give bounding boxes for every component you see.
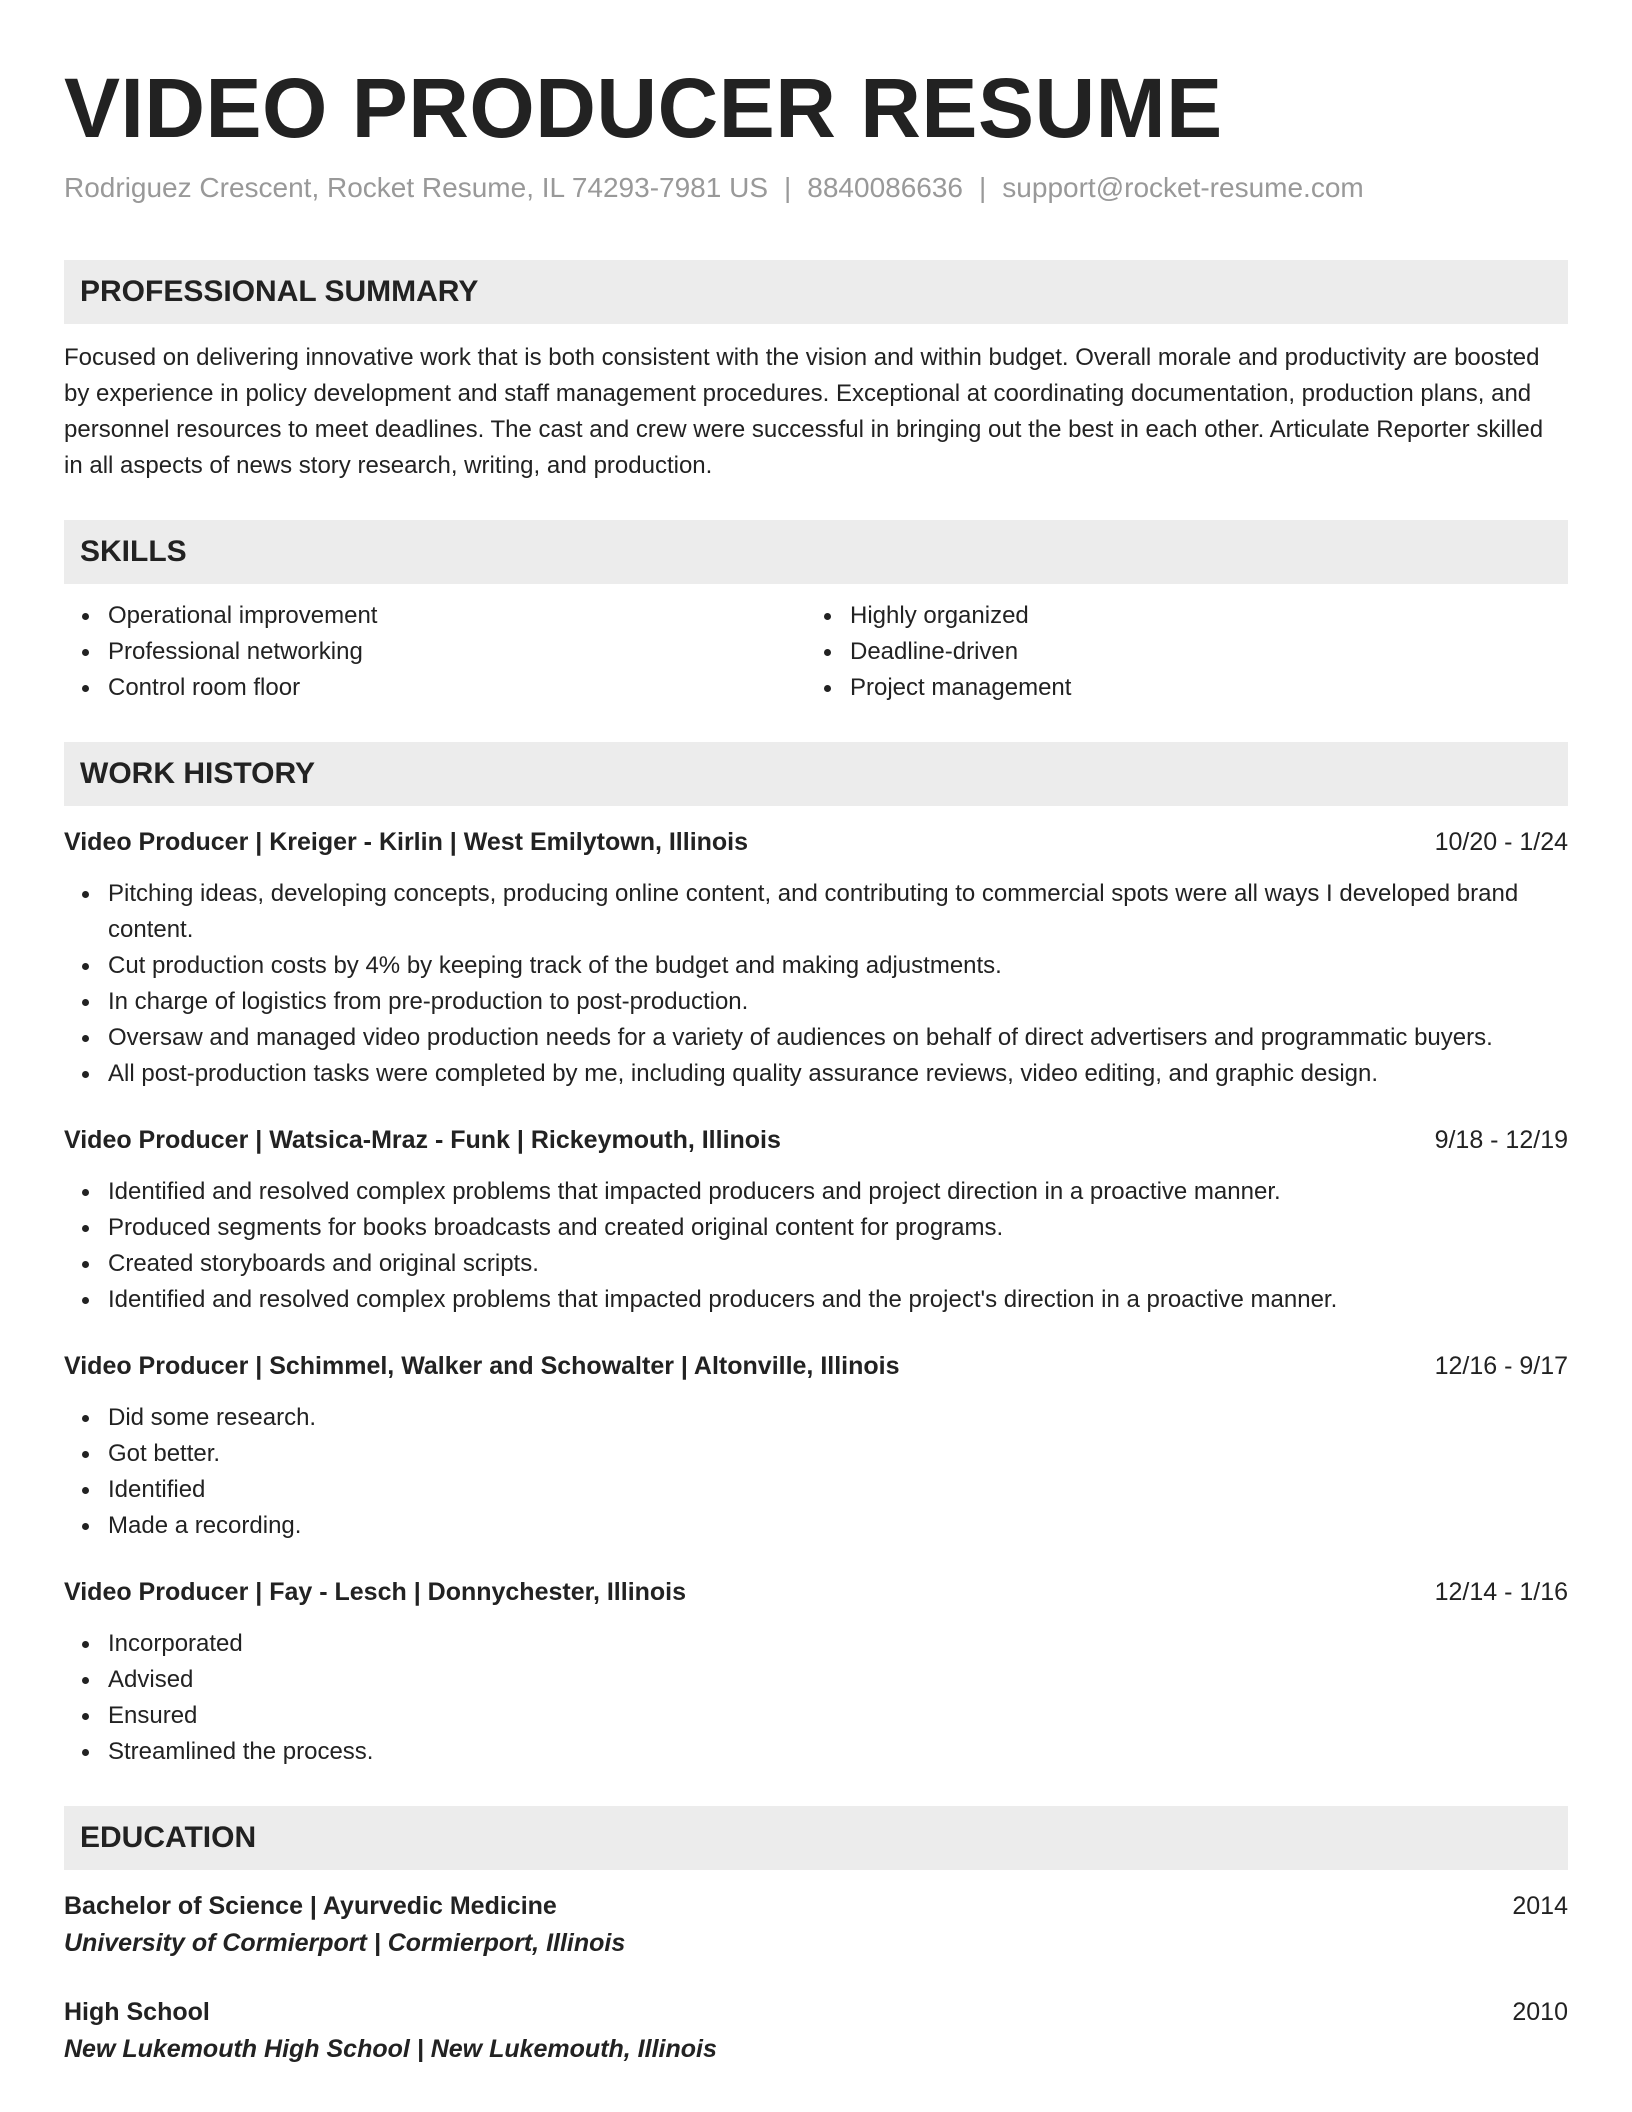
- job-bullet: Oversaw and managed video production needs for a variety of audiences on behalf of direct advertisers and programmatic buyers.: [108, 1020, 1568, 1056]
- job-bullet: Identified and resolved complex problems that impacted producers and project direction in a proactive manner.: [108, 1174, 1568, 1210]
- address: Rodriguez Crescent, Rocket Resume, IL 74293-7981 US: [64, 172, 768, 203]
- job-title: Video Producer | Fay - Lesch | Donnychester, Illinois: [64, 1578, 687, 1606]
- email-link[interactable]: support@rocket-resume.com: [1002, 172, 1364, 203]
- job-dates: 10/20 - 1/24: [1434, 828, 1568, 856]
- job-bullet: Advised: [108, 1662, 1568, 1698]
- job-bullet: All post-production tasks were completed by me, including quality assurance reviews, video editing, and graphic design.: [108, 1056, 1568, 1092]
- job-bullet: Did some research.: [108, 1400, 1568, 1436]
- skill-item: Control room floor: [108, 670, 806, 706]
- education-entry: [64, 1994, 1568, 2068]
- summary-text: Focused on delivering innovative work that is both consistent with the vision and within budget. Overall morale and productivity are boosted by experience in policy development and staff management procedures. Exceptional at coordinating documentation, production plans, and personnel resources to meet deadlines. The cast and crew were successful in bringing out the best in each other. Articulate Reporter skilled in all aspects of news story research, writing, and production.: [64, 344, 1544, 479]
- summary-heading: PROFESSIONAL SUMMARY: [64, 260, 1568, 324]
- job-bullet: In charge of logistics from pre-production to post-production.: [108, 984, 1568, 1020]
- phone: 8840086636: [807, 172, 964, 203]
- job-header: [64, 824, 1568, 860]
- job-header: [64, 1348, 1568, 1384]
- job-dates: 9/18 - 12/19: [1434, 1126, 1568, 1154]
- skill-item: Operational improvement: [108, 598, 806, 634]
- education-year: 2014: [1512, 1892, 1568, 1920]
- skills-column-left: [64, 598, 806, 706]
- degree: High School: [64, 1998, 210, 2026]
- job-entry: [64, 1348, 1568, 1544]
- job-header: [64, 1574, 1568, 1610]
- contact-separator: |: [979, 172, 987, 203]
- resume-page: [64, 0, 1568, 2068]
- contact-separator: |: [784, 172, 792, 203]
- education-entry: [64, 1888, 1568, 1962]
- education-heading: EDUCATION: [64, 1806, 1568, 1870]
- education-header: [64, 1888, 1568, 1924]
- job-entry: [64, 824, 1568, 1092]
- skill-item: Professional networking: [108, 634, 806, 670]
- skills-heading: SKILLS: [64, 520, 1568, 584]
- job-title: Video Producer | Kreiger - Kirlin | West Emilytown, Illinois: [64, 828, 749, 856]
- contact-line: [64, 168, 1568, 208]
- skills-column-right: [806, 598, 1548, 706]
- job-entry: [64, 1122, 1568, 1318]
- job-dates: 12/14 - 1/16: [1434, 1578, 1568, 1606]
- job-title: Video Producer | Watsica-Mraz - Funk | Rickeymouth, Illinois: [64, 1126, 781, 1154]
- school: New Lukemouth High School | New Lukemouth, Illinois: [64, 2035, 717, 2063]
- job-header: [64, 1122, 1568, 1158]
- job-bullet: Created storyboards and original scripts.: [108, 1246, 1568, 1282]
- job-bullet: Identified: [108, 1472, 1568, 1508]
- job-bullet: Pitching ideas, developing concepts, producing online content, and contributing to commercial spots were all ways I developed brand content.: [108, 876, 1568, 948]
- skills-list: [64, 598, 1568, 706]
- job-bullet: Produced segments for books broadcasts and created original content for programs.: [108, 1210, 1568, 1246]
- job-bullets: [64, 876, 1568, 1092]
- job-bullet: Streamlined the process.: [108, 1734, 1568, 1770]
- job-dates: 12/16 - 9/17: [1434, 1352, 1568, 1380]
- skill-item: Project management: [850, 670, 1548, 706]
- job-bullet: Ensured: [108, 1698, 1568, 1734]
- skill-item: Highly organized: [850, 598, 1548, 634]
- job-entry: [64, 1574, 1568, 1770]
- school: University of Cormierport | Cormierport, Illinois: [64, 1929, 626, 1957]
- job-bullets: [64, 1174, 1568, 1318]
- job-bullet: Incorporated: [108, 1626, 1568, 1662]
- education-year: 2010: [1512, 1998, 1568, 2026]
- degree: Bachelor of Science | Ayurvedic Medicine: [64, 1892, 557, 1920]
- job-bullet: Got better.: [108, 1436, 1568, 1472]
- education-header: [64, 1994, 1568, 2030]
- work-history-heading: WORK HISTORY: [64, 742, 1568, 806]
- job-bullet: Cut production costs by 4% by keeping track of the budget and making adjustments.: [108, 948, 1568, 984]
- skill-item: Deadline-driven: [850, 634, 1548, 670]
- job-bullets: [64, 1400, 1568, 1544]
- job-title: Video Producer | Schimmel, Walker and Schowalter | Altonville, Illinois: [64, 1352, 900, 1380]
- job-bullet: Identified and resolved complex problems that impacted producers and the project's direction in a proactive manner.: [108, 1282, 1568, 1318]
- job-bullet: Made a recording.: [108, 1508, 1568, 1544]
- resume-title: VIDEO PRODUCER RESUME: [64, 61, 1223, 155]
- job-bullets: [64, 1626, 1568, 1770]
